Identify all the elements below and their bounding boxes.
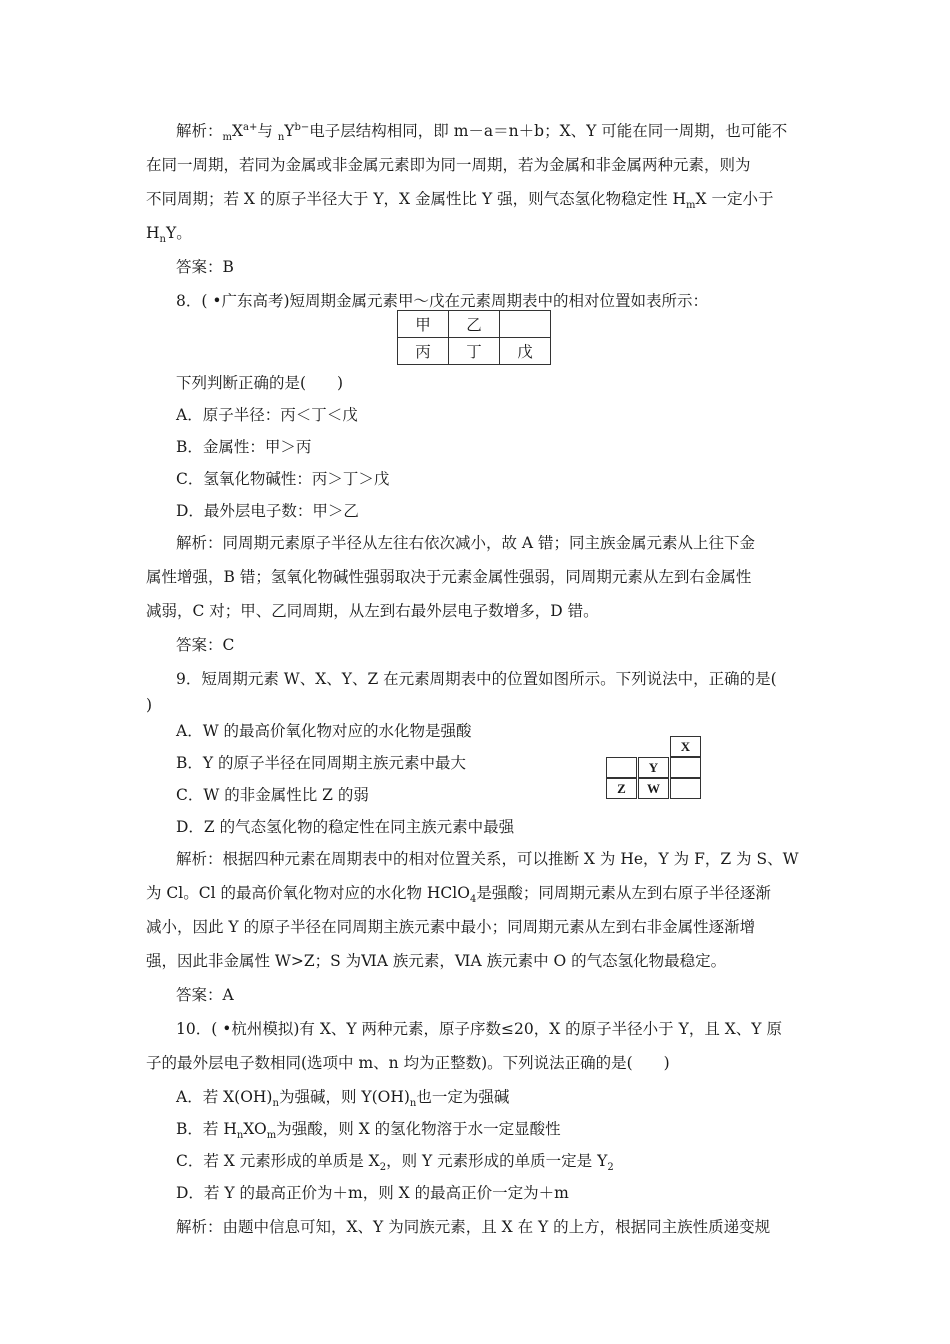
option-9-a: A．W 的最高价氧化物对应的水化物是强酸: [176, 722, 472, 740]
explanation-8-line3: 减弱，C 对；甲、乙同周期，从左到右最外层电子数增多，D 错。: [146, 602, 599, 620]
answer-9: 答案：A: [176, 986, 234, 1004]
explanation-8-line2: 属性增强，B 错；氢氧化物碱性强弱取决于元素金属性强弱，同周期元素从左到右金属性: [146, 568, 752, 586]
table8-cell: 丁: [449, 338, 500, 365]
option-9-c: C．W 的非金属性比 Z 的弱: [176, 786, 369, 804]
question-9: 9．短周期元素 W、X、Y、Z 在元素周期表中的位置如图所示。下列说法中，正确的是(: [176, 670, 777, 688]
explanation-7-line1: 解析：$_mX^{a+}$与 $_nY^{b-}$电子层结构相同，即 m－a＝n＋b；X、Y 可能在同一周期，也可能不: [176, 121, 788, 144]
question-9-line2: ): [146, 696, 153, 714]
cell-empty: [606, 757, 637, 778]
option-9-b: B．Y 的原子半径在同周期主族元素中最大: [176, 754, 467, 772]
table8-cell: 丙: [398, 338, 449, 365]
option-9-d: D．Z 的气态氢化物的稳定性在同主族元素中最强: [176, 818, 515, 836]
answer-7: 答案：B: [176, 258, 234, 276]
table8-cell: [500, 311, 551, 338]
explanation-7-line2: 在同一周期，若同为金属或非金属元素即为同一周期，若为金属和非金属两种元素，则为: [146, 156, 751, 174]
cell-w: W: [638, 778, 669, 799]
table8-cell: 甲: [398, 311, 449, 338]
question-10-line2: 子的最外层电子数相同(选项中 m、n 均为正整数)。下列说法正确的是( ): [146, 1054, 670, 1072]
option-10-d: D．若 Y 的最高正价为＋m，则 X 的最高正价一定为＋m: [176, 1184, 569, 1202]
explanation-9-line1: 解析：根据四种元素在周期表中的相对位置关系，可以推断 X 为 He，Y 为 F，Z 为 S、W: [176, 850, 799, 868]
question-8: 8．( •广东高考)短周期金属元素甲～戊在元素周期表中的相对位置如表所示：: [176, 292, 709, 310]
option-10-b: B．若 $H_nXO_m$为强酸，则 X 的氢化物溶于水一定显酸性: [176, 1120, 561, 1142]
option-8-a: A．原子半径：丙＜丁＜戊: [176, 406, 358, 424]
option-8-d: D．最外层电子数：甲＞乙: [176, 502, 359, 520]
explanation-10-line1: 解析：由题中信息可知，X、Y 为同族元素，且 X 在 Y 的上方，根据同主族性质递变规: [176, 1218, 771, 1236]
answer-8: 答案：C: [176, 636, 235, 654]
explanation-9-line2: 为 Cl。Cl 的最高价氧化物对应的水化物 HClO$_4$是强酸；同周期元素从左到右原子半径逐渐: [146, 884, 771, 906]
table8-cell: 戊: [500, 338, 551, 365]
table8-cell: 乙: [449, 311, 500, 338]
explanation-8-line1: 解析：同周期元素原子半径从左往右依次减小，故 A 错；同主族金属元素从上往下金: [176, 534, 756, 552]
question-10: 10．( •杭州模拟)有 X、Y 两种元素，原子序数≤20，X 的原子半径小于 Y，且 X、Y 原: [176, 1020, 782, 1038]
periodic-position-figure-9: [606, 736, 702, 802]
cell-y: Y: [638, 757, 669, 778]
option-10-a: A．若 $X(OH)_n$为强碱，则 $Y(OH)_n$也一定为强碱: [176, 1088, 510, 1110]
option-8-c: C．氢氧化物碱性：丙＞丁＞戊: [176, 470, 390, 488]
option-10-c: C．若 X 元素形成的单质是 $X_2$，则 Y 元素形成的单质一定是 $Y_2$: [176, 1152, 614, 1174]
cell-z: Z: [606, 778, 637, 799]
cell-empty: [670, 778, 701, 799]
periodic-position-table-8: [397, 310, 551, 365]
explanation-7-line4: $H_nY$。: [146, 224, 192, 246]
question-8-ask: 下列判断正确的是( ): [176, 374, 344, 392]
explanation-7-line3: 不同周期；若 X 的原子半径大于 Y，X 金属性比 Y 强，则气态氢化物稳定性 $H_mX$ 一定小于: [146, 190, 774, 212]
cell-empty: [670, 757, 701, 778]
explanation-9-line4: 强，因此非金属性 W>Z；S 为ⅥA 族元素，ⅥA 族元素中 O 的气态氢化物最稳定。: [146, 952, 727, 970]
explanation-9-line3: 减小，因此 Y 的原子半径在同周期主族元素中最小；同周期元素从左到右非金属性逐渐增: [146, 918, 756, 936]
option-8-b: B．金属性：甲＞丙: [176, 438, 312, 456]
cell-x: X: [670, 736, 701, 757]
